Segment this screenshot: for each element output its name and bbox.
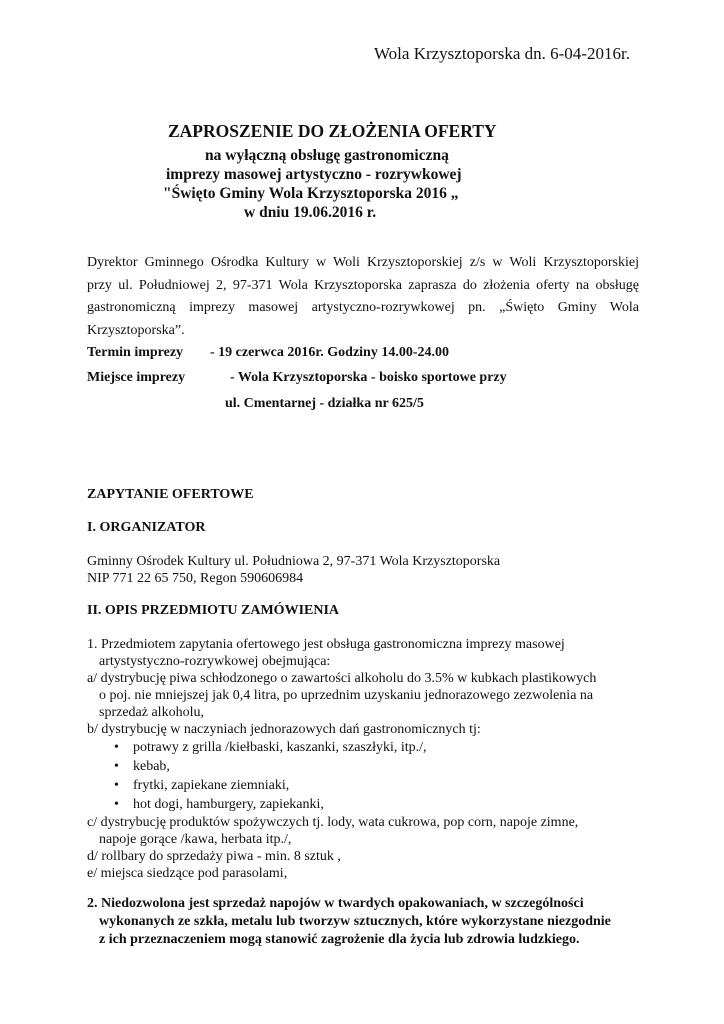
document-date: Wola Krzysztoporska dn. 6-04-2016r. bbox=[374, 44, 630, 63]
desc-point-2-line-3: z ich przeznaczeniem mogą stanowić zagrożenie dla życia lub zdrowia ludzkiego. bbox=[99, 932, 580, 947]
intro-line-2: przy ul. Południowej 2, 97-371 Wola Krzysztoporska zaprasza do złożenia oferty na obsługę bbox=[87, 277, 639, 293]
event-place-value-2: ul. Cmentarnej - działka nr 625/5 bbox=[225, 396, 424, 411]
event-term-label: Termin imprezy bbox=[87, 345, 184, 360]
desc-item-c-line-1: c/ dystrybucję produktów spożywczych tj. lody, wata cukrowa, pop corn, napoje zimne, bbox=[87, 815, 579, 830]
desc-point-1-line-1: 1. Przedmiotem zapytania ofertowego jest obsługa gastronomiczna imprezy masowej bbox=[87, 637, 565, 652]
desc-point-2-line-1: 2. Niedozwolona jest sprzedaż napojów w twardych opakowaniach, w szczególności bbox=[87, 896, 584, 911]
intro-line-3: gastronomiczną imprezy masowej artystyczno-rozrywkowej pn. „Święto Gminy Wola bbox=[87, 300, 639, 315]
bullet-icon: • bbox=[114, 759, 119, 774]
intro-line-1: Dyrektor Gminnego Ośrodka Kultury w Woli Krzysztoporskiej z/s w Woli Krzysztoporskiej bbox=[87, 255, 639, 270]
bullet-icon: • bbox=[114, 740, 119, 755]
desc-point-1-line-2: artystystyczno-rozrywkowej obejmująca: bbox=[99, 654, 331, 669]
organizer-heading: I. ORGANIZATOR bbox=[87, 520, 206, 535]
event-term-value: - 19 czerwca 2016r. Godziny 14.00-24.00 bbox=[210, 345, 449, 360]
event-place-label: Miejsce imprezy bbox=[87, 370, 186, 385]
bullet-icon: • bbox=[114, 797, 119, 812]
desc-item-d: d/ rollbary do sprzedaży piwa - min. 8 sztuk , bbox=[87, 849, 341, 864]
organizer-address: Gminny Ośrodek Kultury ul. Południowa 2, 97-371 Wola Krzysztoporska bbox=[87, 554, 501, 569]
desc-item-a-line-2: o poj. nie mniejszej jak 0,4 litra, po uprzednim uzyskaniu jednorazowego zezwolenia na bbox=[99, 688, 594, 703]
title-subline-4: w dniu 19.06.2016 r. bbox=[244, 204, 377, 221]
bullet-item-4: hot dogi, hamburgery, zapiekanki, bbox=[133, 797, 324, 812]
desc-item-a-line-1: a/ dystrybucję piwa schłodzonego o zawartości alkoholu do 3.5% w kubkach plastikowych bbox=[87, 671, 597, 686]
bullet-item-3: frytki, zapiekane ziemniaki, bbox=[133, 778, 290, 793]
desc-item-a-line-3: sprzedaż alkoholu, bbox=[99, 705, 204, 720]
intro-paragraph bbox=[87, 252, 639, 342]
organizer-ids: NIP 771 22 65 750, Regon 590606984 bbox=[87, 571, 304, 586]
desc-item-e: e/ miejsca siedzące pod parasolami, bbox=[87, 866, 288, 881]
document-title: ZAPROSZENIE DO ZŁOŻENIA OFERTY bbox=[168, 121, 497, 141]
intro-line-4: Krzysztoporska”. bbox=[87, 322, 185, 338]
desc-item-b-line-1: b/ dystrybucję w naczyniach jednorazowych dań gastronomicznych tj: bbox=[87, 722, 481, 737]
bullet-item-1: potrawy z grilla /kiełbaski, kaszanki, szaszłyki, itp./, bbox=[133, 740, 427, 755]
title-subline-2: imprezy masowej artystyczno - rozrywkowej bbox=[166, 166, 462, 183]
description-heading: II. OPIS PRZEDMIOTU ZAMÓWIENIA bbox=[87, 603, 340, 618]
bullet-item-2: kebab, bbox=[133, 759, 170, 774]
desc-item-c-line-2: napoje gorące /kawa, herbata itp./, bbox=[99, 832, 292, 847]
inquiry-heading: ZAPYTANIE OFERTOWE bbox=[87, 487, 254, 502]
title-subline-3: "Święto Gminy Wola Krzysztoporska 2016 „ bbox=[163, 185, 459, 202]
event-place-value: - Wola Krzysztoporska - boisko sportowe przy bbox=[230, 370, 507, 385]
desc-point-2-line-2: wykonanych ze szkła, metalu lub tworzyw sztucznych, które wykorzystane niezgodnie bbox=[99, 914, 611, 929]
bullet-icon: • bbox=[114, 778, 119, 793]
title-subline-1: na wyłączną obsługę gastronomiczną bbox=[205, 147, 449, 164]
